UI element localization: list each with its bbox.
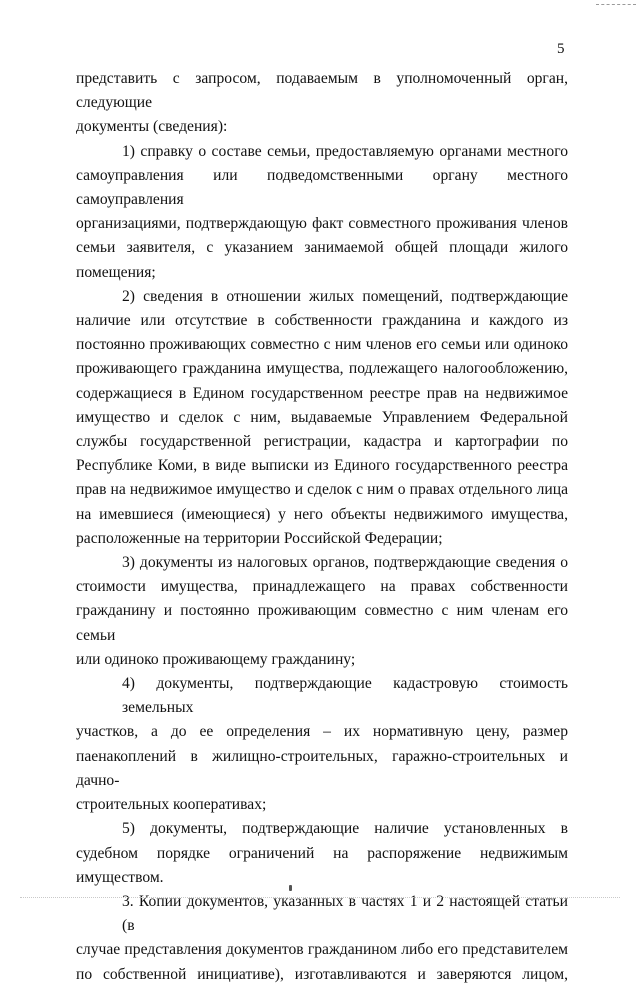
- scan-edge-mark: [20, 897, 620, 898]
- text-line: прав на недвижимое имущество и сделок с ним о правах отдельного лица: [76, 481, 568, 499]
- page-number: 5: [557, 41, 565, 57]
- paragraph-intro: [76, 67, 568, 140]
- scan-edge-mark: [596, 4, 636, 5]
- text-line: на имевшиеся (имеющиеся) у него объекты недвижимого имущества,: [76, 505, 568, 523]
- text-line: строительных кооперативах;: [76, 796, 267, 814]
- text-line: службы государственной регистрации, кадастра и картографии по: [76, 433, 568, 451]
- text-line: имущество и сделок с ним, выдаваемые Управлением Федеральной: [76, 408, 568, 426]
- text-line: организациями, подтверждающую факт совместного проживания членов: [76, 215, 568, 233]
- text-line: документы (сведения):: [76, 118, 228, 136]
- text-line: 3. Копии документов, указанных в частях 1 и 2 настоящей статьи (в: [122, 892, 568, 935]
- paragraph-item-5: [76, 817, 568, 890]
- document-body: [76, 67, 568, 987]
- text-line: стоимости имущества, принадлежащего на правах собственности: [76, 578, 568, 596]
- text-line: семьи заявителя, с указанием занимаемой общей площади жилого: [76, 239, 568, 257]
- text-line: имуществом.: [76, 868, 164, 886]
- paragraph-section-3: [76, 890, 568, 987]
- text-line: расположенные на территории Российской Федерации;: [76, 529, 443, 547]
- text-line: паенакоплений в жилищно-строительных, гаражно-строительных и дачно-: [76, 747, 568, 789]
- text-line: судебном порядке ограничений на распоряжение недвижимым: [76, 844, 568, 862]
- text-line: участков, а до ее определения – их нормативную цену, размер: [76, 723, 568, 741]
- text-line: 1) справку о составе семьи, предоставляемую органами местного: [122, 142, 568, 160]
- text-line: представить с запросом, подаваемым в уполномоченный орган, следующие: [76, 70, 568, 112]
- text-line: или одиноко проживающему гражданину;: [76, 650, 356, 668]
- text-line: 2) сведения в отношении жилых помещений, подтверждающие: [122, 287, 568, 305]
- text-line: наличие или отсутствие в собственности гражданина и каждого из: [76, 312, 568, 330]
- paragraph-item-4: [76, 672, 568, 817]
- text-line: по собственной инициативе), изготавливаются и заверяются лицом,: [76, 965, 568, 983]
- paragraph-item-3: [76, 551, 568, 672]
- text-line: постоянно проживающих совместно с ним членов его семьи или одиноко: [76, 336, 568, 354]
- text-line: проживающего гражданина имущества, подлежащего налогообложению,: [76, 360, 568, 378]
- text-line: содержащиеся в Едином государственном реестре прав на недвижимое: [76, 384, 568, 402]
- text-line: 5) документы, подтверждающие наличие установленных в: [122, 820, 568, 838]
- text-line: случае представления документов гражданином либо его представителем: [76, 941, 568, 959]
- text-line: помещения;: [76, 263, 156, 281]
- paragraph-item-2: [76, 285, 568, 551]
- text-line: самоуправления или подведомственными органу местного самоуправления: [76, 166, 568, 209]
- text-line: гражданину и постоянно проживающим совместно с ним членам его семьи: [76, 602, 568, 644]
- text-line: 4) документы, подтверждающие кадастровую стоимость земельных: [122, 675, 568, 717]
- scan-speck: [289, 885, 292, 891]
- text-line: Республике Коми, в виде выписки из Единого государственного реестра: [76, 457, 568, 475]
- paragraph-item-1: [76, 140, 568, 285]
- text-line: 3) документы из налоговых органов, подтверждающие сведения о: [122, 554, 568, 572]
